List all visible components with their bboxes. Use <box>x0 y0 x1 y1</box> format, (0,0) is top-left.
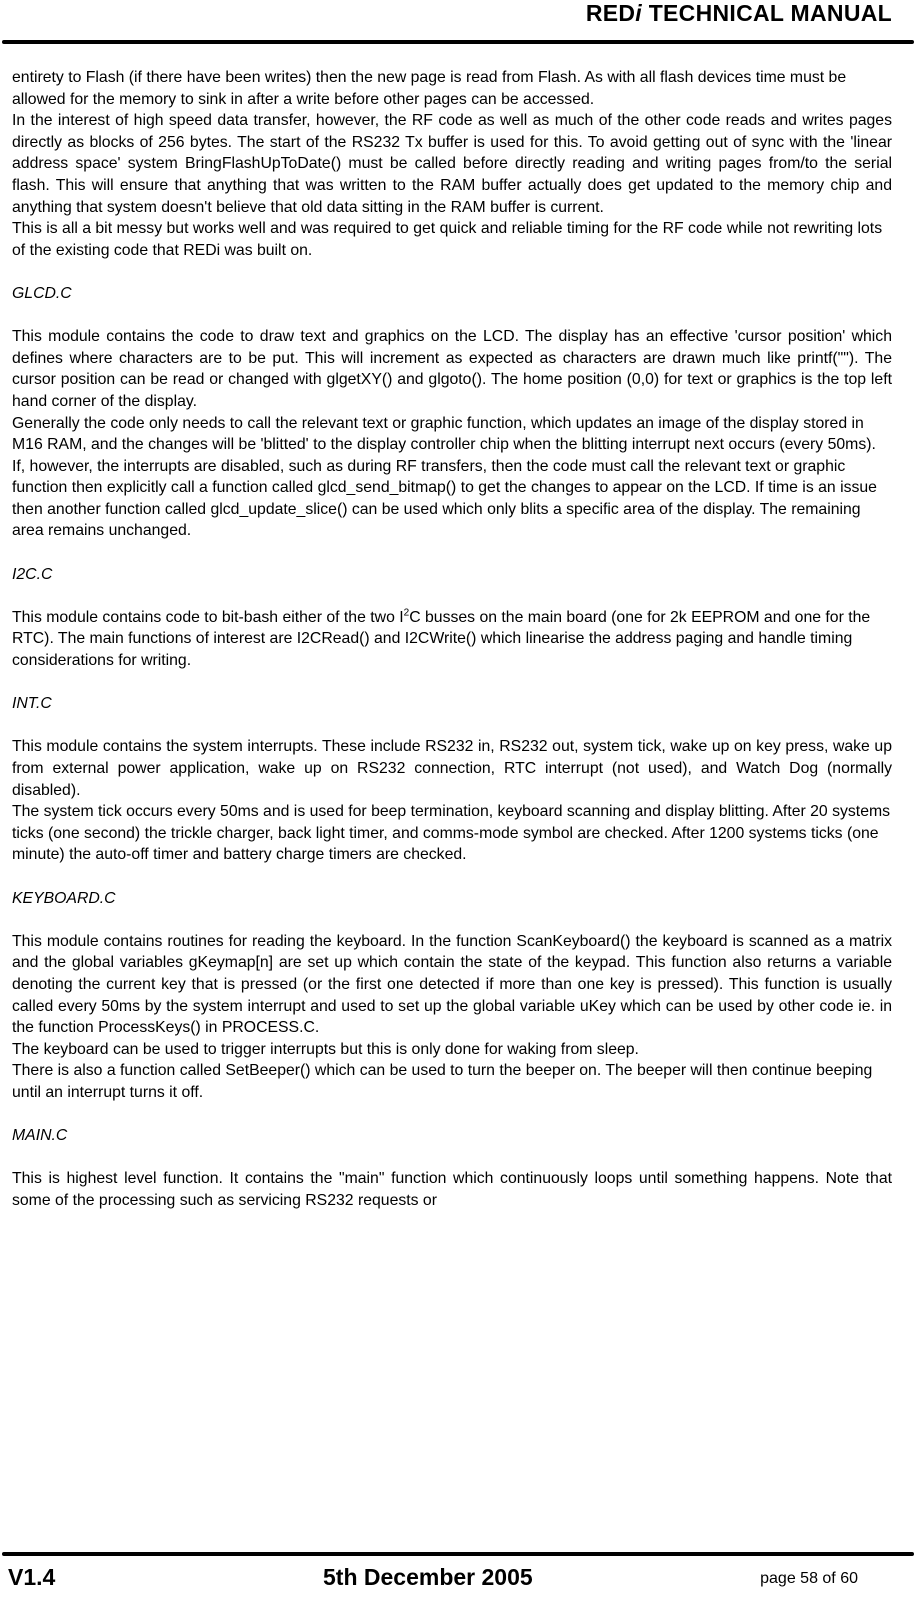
paragraph: This module contains the code to draw text and graphics on the LCD. The display has an effective 'cursor position' which defines where characters are to be put. This will increment as expected as characters are drawn much like printf(""). The cursor position can be read or changed with glgetXY() and glgoto(). The home position (0,0) for text or graphics is the top left hand corner of the display. <box>12 328 892 410</box>
date-label: 5th December 2005 <box>323 1564 533 1590</box>
page-body <box>12 67 892 1211</box>
superscript: 2 <box>403 607 410 619</box>
title-suffix: TECHNICAL MANUAL <box>642 0 892 26</box>
section-heading-i2c: I2C.C <box>12 565 53 583</box>
section-heading-int: INT.C <box>12 695 52 713</box>
paragraph: This module contains the system interrupts. These include RS232 in, RS232 out, system tick, wake up on key press, wake up from external power application, wake up on RS232 connection, RTC interrupt (not used), and Watch Dog (normally disabled). <box>12 738 892 799</box>
paragraph: Generally the code only needs to call the relevant text or graphic function, which updates an image of the display stored in M16 RAM, and the changes will be 'blitted' to the display controller chip when the blitting interrupt next occurs (every 50ms). If, however, the interrupts are disabled, such as during RF transfers, then the code must call the relevant text or graphic function then explicitly call a function called glcd_send_bitmap() to get the changes to appear on the LCD. If time is an issue then another function called glcd_update_slice() can be used which only blits a specific area of the display. The remaining area remains unchanged. <box>12 414 877 540</box>
i2c-text-a: This module contains code to bit-bash either of the two I <box>12 608 404 626</box>
page-number: page 58 of 60 <box>760 1570 858 1587</box>
i2c-text-b: C busses on the main board (one for 2k EEPROM and one for the RTC). The main functions of interest are I2CRead() and I2CWrite() which linearise the address paging and handle timing considerations for writing. <box>12 608 871 670</box>
title-italic: i <box>635 0 642 26</box>
section-heading-main: MAIN.C <box>12 1127 68 1145</box>
manual-title <box>586 0 892 27</box>
paragraph: There is also a function called SetBeeper() which can be used to turn the beeper on. The beeper will then continue beeping until an interrupt turns it off. <box>12 1062 873 1101</box>
paragraph <box>12 607 892 672</box>
paragraph: This module contains routines for reading the keyboard. In the function ScanKeyboard() the keyboard is scanned as a matrix and the global variables gKeymap[n] are set up which contain the state of the keypad. This function also returns a variable denoting the current key that is pressed (or the first one detected if more than one key is pressed). This function is usually called every 50ms by the system interrupt and used to set up the global variable uKey which can be used by other code ie. in the function ProcessKeys() in PROCESS.C. <box>12 932 892 1037</box>
paragraph: The keyboard can be used to trigger interrupts but this is only done for waking from sleep. <box>12 1040 639 1058</box>
section-heading-keyboard: KEYBOARD.C <box>12 889 116 907</box>
paragraph: This is highest level function. It contains the "main" function which continuously loops until something happens. Note that some of the processing such as servicing RS232 requests or <box>12 1170 892 1209</box>
paragraph: entirety to Flash (if there have been writes) then the new page is read from Flash. As with all flash devices time must be allowed for the memory to sink in after a write before other pages can be accessed. <box>12 69 847 108</box>
paragraph: The system tick occurs every 50ms and is used for beep termination, keyboard scanning and display blitting. After 20 systems ticks (one second) the trickle charger, back light timer, and comms-mode symbol are checked. After 1200 systems ticks (one minute) the auto-off timer and battery charge timers are checked. <box>12 803 891 864</box>
paragraph: In the interest of high speed data transfer, however, the RF code as well as much of the other code reads and writes pages directly as blocks of 256 bytes. The start of the RS232 Tx buffer is used for this. To avoid getting out of sync with the 'linear address space' system BringFlashUpToDate() must be called before directly reading and writing pages from/to the serial flash. This will ensure that anything that was written to the RAM buffer actually does get updated to the memory chip and anything that system doesn't believe that old data sitting in the RAM buffer is current. <box>12 112 892 216</box>
footer-rule <box>2 1552 914 1556</box>
paragraph: This is all a bit messy but works well and was required to get quick and reliable timing for the RF code while not rewriting lots of the existing code that REDi was built on. <box>12 220 883 259</box>
version-label: V1.4 <box>8 1564 56 1590</box>
header-rule <box>2 40 914 44</box>
title-prefix: RED <box>585 0 636 26</box>
section-heading-glcd: GLCD.C <box>12 284 72 302</box>
page-footer <box>0 1564 918 1596</box>
